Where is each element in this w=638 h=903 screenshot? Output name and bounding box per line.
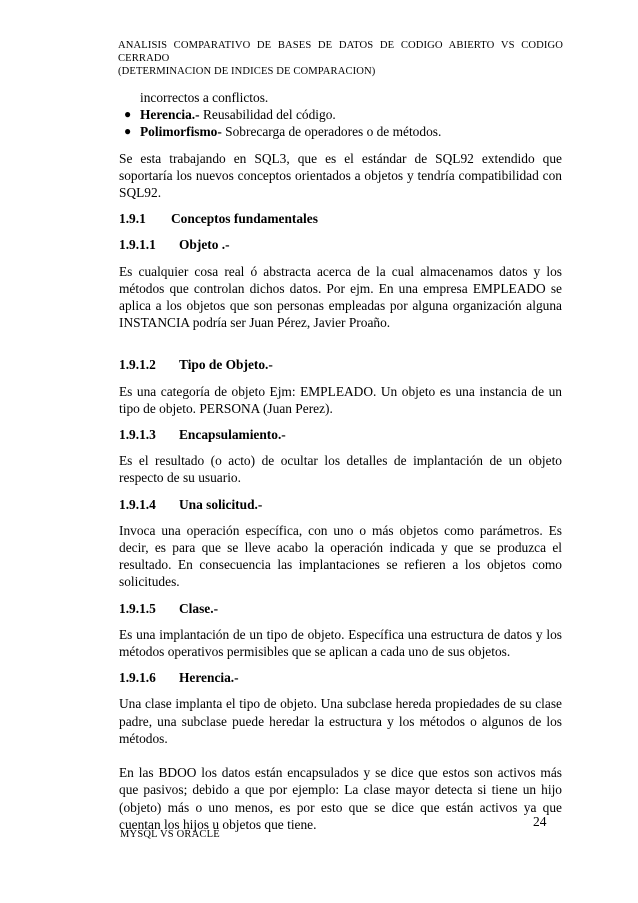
section-paragraph: Una clase implanta el tipo de objeto. Una subclase hereda propiedades de su clase padre, una subclase puede heredar la estructura y los métodos o algunos de los métodos. (119, 696, 562, 746)
section-heading: 1.9.1.4 Una solicitud.- (119, 496, 263, 512)
section-heading: 1.9.1.5 Clase.- (119, 600, 219, 616)
section-paragraph: Es cualquier cosa real ó abstracta acerca de la cual almacenamos datos y los métodos que controlan dichos datos. Por ejm. En una empresa EMPLEADO se aplica a los objetos que son personas empleadas por alguna organización alguna INSTANCIA podría ser Juan Pérez, Javier Proaño. (119, 263, 562, 331)
list-item-text: Sobrecarga de operadores o de métodos. (221, 124, 442, 140)
section-heading: 1.9.1.3 Encapsulamiento.- (119, 427, 286, 443)
section-paragraph: Invoca una operación específica, con uno o más objetos como parámetros. Es decir, es para que se lleve acabo la operación indicada y que se produzca el resultado. En consecuencia las implantaciones se refieren a los objetos como solicitudes. (119, 522, 562, 590)
section-paragraph: En las BDOO los datos están encapsulados y se dice que estos son activos más que pasivos; debido a que por ejemplo: La clase mayor detecta si tiene un hijo (objeto) más o uno menos, es por esto que se dice que están activos ya que cuentan los hijos u objetos que tiene. (119, 765, 562, 832)
list-item (119, 106, 562, 123)
section-heading: 1.9.1.2 Tipo de Objeto.- (119, 357, 273, 373)
list-item-continuation: incorrectos a conflictos. (140, 90, 269, 105)
list-item-term: Polimorfismo- (140, 124, 222, 140)
list-item (119, 123, 562, 140)
page-footer: MYSQL VS ORACLE (120, 829, 220, 840)
bullet-icon: ● (124, 124, 132, 139)
section-paragraph: Es una implantación de un tipo de objeto. Específica una estructura de datos y los métodos operativos permisibles que se aplican a cada uno de sus objetos. (119, 626, 562, 660)
section-paragraph: Es el resultado (o acto) de ocultar los detalles de implantación de un objeto respecto de su usuario. (119, 453, 562, 486)
section-heading: 1.9.1.1 Objeto .- (119, 237, 230, 253)
page-body (119, 89, 562, 833)
header-subtitle: (DETERMINACION DE INDICES DE COMPARACION) (118, 66, 376, 77)
list-item-text: Reusabilidad del código. (199, 107, 336, 123)
header-title: ANALISIS COMPARATIVO DE BASES DE DATOS DE CODIGO ABIERTO VS CODIGO CERRADO (118, 40, 563, 64)
bullet-icon: ● (124, 107, 132, 122)
section-heading: 1.9.1 Conceptos fundamentales (119, 211, 318, 227)
section-paragraph: Es una categoría de objeto Ejm: EMPLEADO. Un objeto es una instancia de un tipo de objeto. PERSONA (Juan Perez). (119, 383, 562, 416)
paragraph-sql3: Se esta trabajando en SQL3, que es el estándar de SQL92 extendido que soportaría los nuevos conceptos orientados a objetos y tendría compatibilidad con SQL92. (119, 150, 562, 201)
list-item-term: Herencia.- (140, 107, 200, 123)
section-heading: 1.9.1.6 Herencia.- (119, 670, 239, 686)
page-header (118, 39, 563, 78)
page-number: 24 (533, 814, 547, 829)
